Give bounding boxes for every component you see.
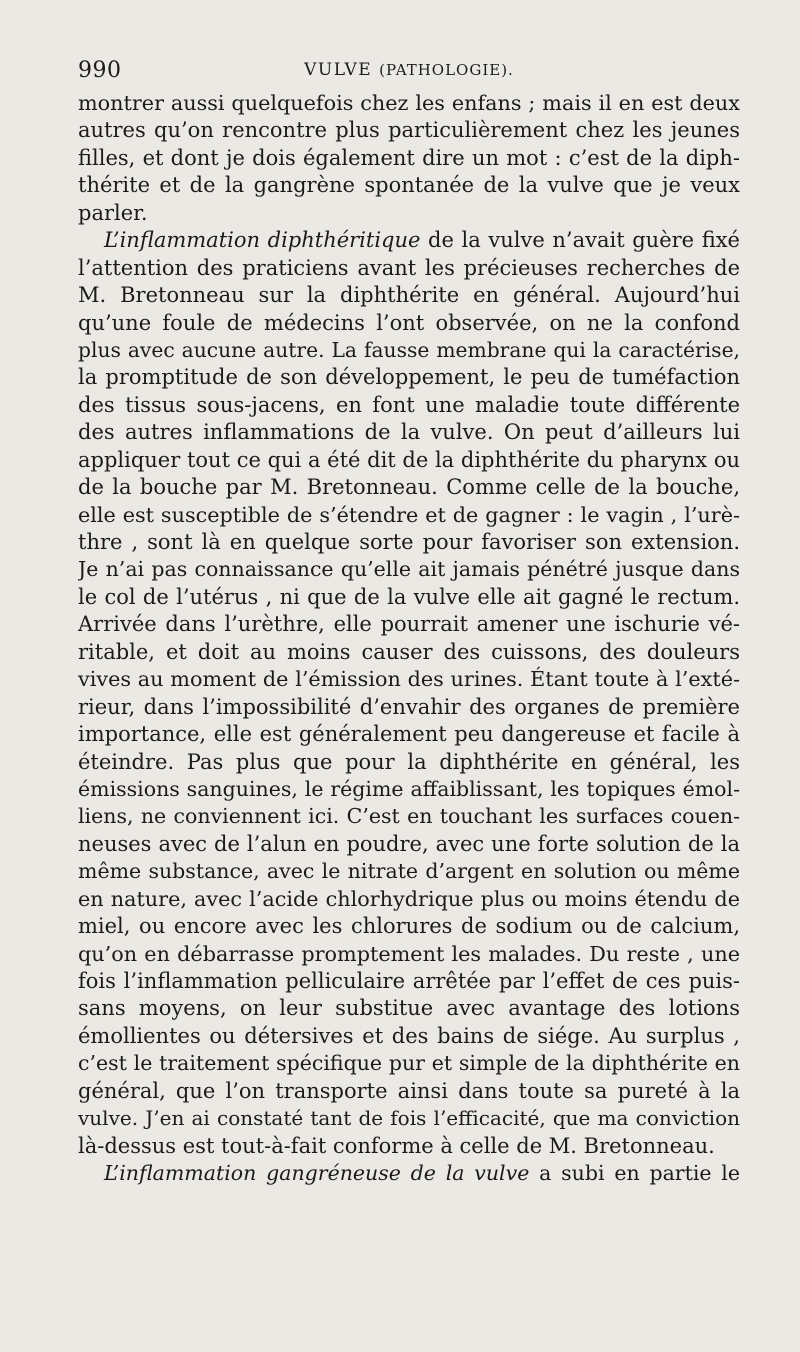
- text-line: [78, 639, 740, 666]
- text-segment: de la vulve n’avait guère fixé: [420, 228, 740, 253]
- text-segment: de la bouche par M. Bretonneau. Comme celle de la bouche,: [78, 475, 740, 500]
- text-line: [78, 831, 740, 858]
- text-line: [78, 419, 740, 446]
- text-segment: même substance, avec le nitrate d’argent en solution ou même: [78, 859, 740, 884]
- text-line: [78, 227, 740, 254]
- text-line: [78, 858, 740, 885]
- text-segment: thre , sont là en quelque sorte pour favoriser son extension.: [78, 530, 740, 554]
- text-segment: le col de l’utérus , ni que de la vulve elle ait gagné le rectum.: [78, 584, 740, 609]
- text-segment: parler.: [78, 200, 148, 225]
- text-segment: autres qu’on rencontre plus particulièrement chez les jeunes: [78, 118, 740, 143]
- text-line: [78, 364, 740, 391]
- text-line: [78, 1023, 740, 1050]
- text-segment: éteindre. Pas plus que pour la diphthérite en général, les: [78, 749, 740, 774]
- text-line: [78, 282, 740, 309]
- text-line: [78, 90, 740, 117]
- italic-term: L’inflammation diphthéritique: [104, 228, 421, 253]
- text-line: [78, 803, 740, 830]
- text-line: [78, 1078, 740, 1105]
- text-segment: fois l’inflammation pelliculaire arrêtée par l’effet de ces puis-: [78, 969, 740, 993]
- text-segment: M. Bretonneau sur la diphthérite en général. Aujourd’hui: [78, 283, 740, 308]
- text-segment: Arrivée dans l’urèthre, elle pourrait amener une ischurie vé-: [78, 612, 740, 637]
- text-line: [78, 666, 740, 693]
- text-segment: liens, ne conviennent ici. C’est en touchant les surfaces couen-: [78, 804, 740, 829]
- text-segment: ritable, et doit au moins causer des cuissons, des douleurs: [78, 639, 740, 664]
- text-line: [78, 145, 740, 172]
- text-segment: général, que l’on transporte ainsi dans toute sa pureté à la: [78, 1078, 740, 1103]
- text-line: [78, 749, 740, 776]
- text-segment: plus avec aucune autre. La fausse membrane qui la caractérise,: [78, 337, 740, 362]
- text-segment: montrer aussi quelquefois chez les enfans ; mais il en est deux: [78, 91, 740, 115]
- text-line: [78, 913, 740, 940]
- text-line: [78, 117, 740, 144]
- text-line: [78, 694, 740, 721]
- text-line: [78, 721, 740, 748]
- text-line: [78, 776, 740, 803]
- text-line: [78, 310, 740, 337]
- text-segment: rieur, dans l’impossibilité d’envahir des organes de première: [78, 694, 740, 719]
- text-line: [78, 255, 740, 282]
- text-line: [78, 337, 740, 364]
- text-line: [78, 447, 740, 474]
- text-line: [78, 200, 740, 227]
- body-text: [78, 90, 740, 1188]
- text-segment: sans moyens, on leur substitue avec avantage des lotions: [78, 996, 740, 1021]
- text-segment: la promptitude de son développement, le peu de tuméfaction: [78, 365, 740, 390]
- page-number: 990: [78, 58, 122, 83]
- text-line: [78, 502, 740, 529]
- text-segment: vives au moment de l’émission des urines. Étant toute à l’exté-: [78, 667, 740, 692]
- text-segment: importance, elle est généralement peu dangereuse et facile à: [78, 722, 740, 747]
- text-segment: Je n’ai pas connaissance qu’elle ait jamais pénétré jusque dans: [78, 557, 740, 582]
- text-segment: des autres inflammations de la vulve. On peut d’ailleurs lui: [78, 420, 740, 445]
- text-line: [78, 1105, 740, 1132]
- page-header: [78, 52, 740, 86]
- text-segment: émissions sanguines, le régime affaiblissant, les topiques émol-: [78, 776, 740, 801]
- text-line: [78, 529, 740, 556]
- text-segment: filles, et dont je dois également dire un mot : c’est de la diph-: [78, 145, 740, 170]
- text-line: [78, 1160, 740, 1187]
- text-line: [78, 1050, 740, 1077]
- text-line: [78, 968, 740, 995]
- text-segment: des tissus sous-jacens, en font une maladie toute différente: [78, 392, 740, 417]
- text-line: [78, 886, 740, 913]
- text-line: [78, 995, 740, 1022]
- text-segment: thérite et de la gangrène spontanée de la vulve que je veux: [78, 173, 740, 198]
- text-line: [78, 584, 740, 611]
- text-segment: elle est susceptible de s’étendre et de gagner : le vagin , l’urè-: [78, 502, 740, 527]
- text-line: [78, 611, 740, 638]
- text-segment: neuses avec de l’alun en poudre, avec une forte solution de la: [78, 831, 740, 856]
- text-segment: là-dessus est tout-à-fait conforme à celle de M. Bretonneau.: [78, 1133, 715, 1158]
- text-line: [78, 172, 740, 199]
- text-segment: qu’on en débarrasse promptement les malades. Du reste , une: [78, 941, 740, 966]
- text-segment: miel, ou encore avec les chlorures de sodium ou de calcium,: [78, 914, 740, 939]
- running-head-title: VULVE: [304, 60, 373, 80]
- text-line: [78, 1133, 740, 1160]
- text-segment: a subi en partie le: [529, 1161, 740, 1186]
- italic-term: L’inflammation gangréneuse de la vulve: [104, 1161, 530, 1186]
- text-segment: émollientes ou détersives et des bains de siége. Au surplus ,: [78, 1023, 740, 1048]
- text-line: [78, 392, 740, 419]
- text-segment: qu’une foule de médecins l’ont observée, on ne la confond: [78, 310, 740, 335]
- text-line: [78, 556, 740, 583]
- running-head: [78, 60, 740, 80]
- text-segment: c’est le traitement spécifique pur et simple de la diphthérite en: [78, 1051, 740, 1076]
- text-segment: en nature, avec l’acide chlorhydrique plus ou moins étendu de: [78, 886, 740, 911]
- running-head-subtitle: (PATHOLOGIE).: [379, 61, 514, 79]
- text-segment: l’attention des praticiens avant les précieuses recherches de: [78, 255, 740, 280]
- text-segment: vulve. J’en ai constaté tant de fois l’efficacité, que ma conviction: [78, 1106, 740, 1131]
- text-line: [78, 474, 740, 501]
- text-line: [78, 941, 740, 968]
- text-segment: appliquer tout ce qui a été dit de la diphthérite du pharynx ou: [78, 447, 740, 472]
